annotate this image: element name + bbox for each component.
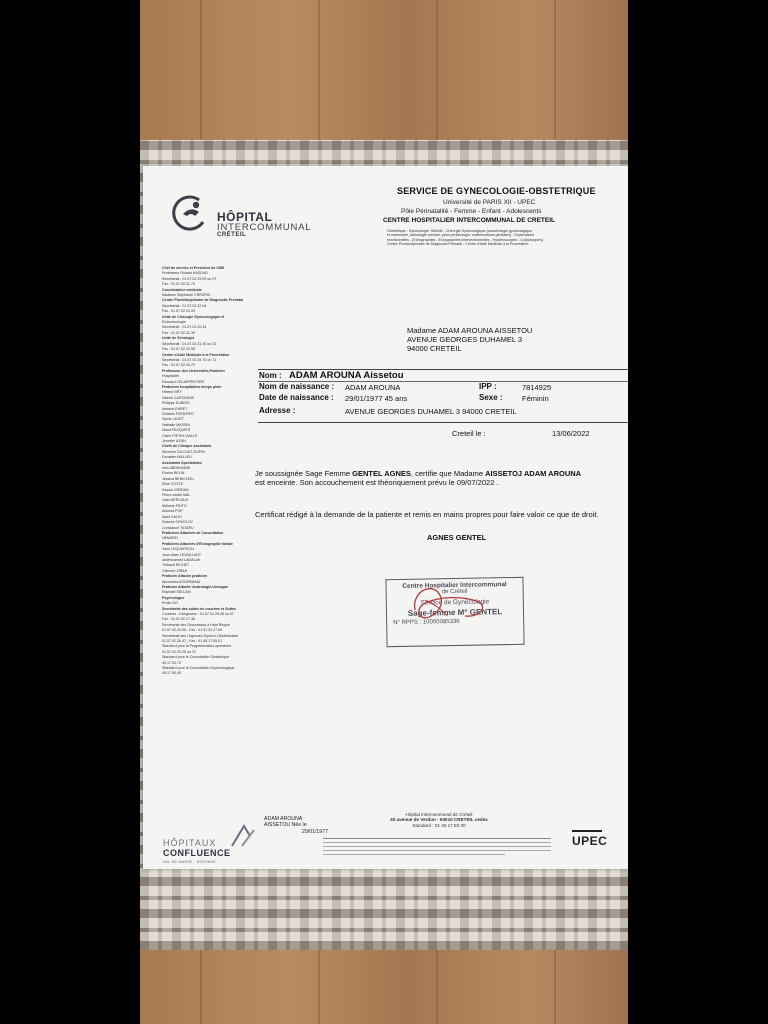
sidebar-group bbox=[162, 461, 262, 530]
footer-hospital-line: Standard : 01 45 17 50 00 bbox=[412, 822, 466, 828]
specialty-line: et mammaire, pathologie vulvaire, pelvi-périnéologie, malformations génitales) - Explorations bbox=[387, 233, 535, 238]
stamp-line: Centre Hospitalier Intercommunal bbox=[402, 581, 507, 590]
ipp-label: IPP : bbox=[479, 382, 497, 391]
centre-line: CENTRE HOSPITALIER INTERCOMMUNAL DE CRETEIL bbox=[383, 217, 556, 224]
sidebar-line: Secrétariat : 01.57.02.34.70 ou 71 bbox=[162, 357, 217, 362]
sidebar-line: Secrétariat des Grossesses à Haut Risque bbox=[162, 622, 230, 627]
sidebar-line: Dolores SOKOLOV bbox=[162, 520, 193, 525]
sidebar-line: Professeur Roland HADDAD bbox=[162, 271, 208, 276]
sexe-label: Sexe : bbox=[479, 393, 503, 402]
sidebar-line: Couches - Kangourou : 01.57.02.29.08 ou 07 bbox=[162, 612, 234, 616]
sidebar-group bbox=[162, 315, 262, 336]
recipient-address bbox=[407, 326, 532, 353]
sidebar-line: Sami SALIH bbox=[162, 514, 182, 519]
stamp-line: Service de Gynécologie bbox=[420, 598, 490, 607]
sidebar-line: 45.17.50.70 bbox=[162, 660, 181, 665]
adresse-label: Adresse : bbox=[259, 406, 296, 415]
confluence-logo-line1: HÔPITAUX bbox=[163, 838, 217, 848]
sidebar-line: Alexandra BOURMANA bbox=[162, 579, 200, 584]
sidebar-group bbox=[162, 574, 262, 584]
sidebar-group bbox=[162, 444, 262, 459]
sidebar-group-title: Chef de service et Président de CME bbox=[162, 266, 225, 270]
sidebar-line: Claire PIETIN-VIALLE bbox=[162, 433, 198, 438]
sidebar-line: Philippe DUBOIS bbox=[162, 401, 190, 406]
sidebar-line: Fax : 01.57.02.31.79 bbox=[162, 282, 195, 287]
certificate-paragraph-1 bbox=[255, 469, 627, 487]
certificate-date: 13/06/2022 bbox=[552, 429, 590, 438]
sidebar-group-title: Assistants Spécialistes bbox=[162, 460, 202, 465]
sidebar-line: Abdessamed LAMALAK bbox=[162, 557, 201, 562]
sidebar-group bbox=[162, 353, 262, 368]
sidebar-group-title: Unité de Sénologie bbox=[162, 336, 195, 341]
footer-patient bbox=[264, 816, 328, 835]
sidebar-group-title: Chefs de Clinique Assistants bbox=[162, 444, 212, 449]
sidebar-group bbox=[162, 585, 262, 595]
sidebar-group bbox=[162, 369, 262, 384]
sidebar-group-title: Secrétariat des suites de couches et Suites bbox=[162, 606, 236, 611]
sidebar-line: Secrétariat : 01.57.02.31.30 ou 31 bbox=[162, 341, 217, 346]
sidebar-group-title: Praticien Attaché praticien bbox=[162, 574, 208, 579]
naissance-label: Nom de naissance : bbox=[259, 382, 335, 391]
sidebar-line: Secrétariat : 01.57.02.32.54 bbox=[162, 303, 207, 308]
sidebar-line: Thibault RICHET bbox=[162, 563, 190, 568]
hospital-name-line1: HÔPITAL bbox=[217, 210, 273, 224]
nom-label: Nom : bbox=[259, 371, 282, 380]
certificate-paragraph-2: Certificat rédigé à la demande de la patiente et remis en mains propres pour faire valoir ce que de droit. bbox=[255, 510, 599, 519]
sidebar-line: Standard pour la Programmation opératoire bbox=[162, 644, 232, 649]
hospital-logo-icon bbox=[169, 192, 211, 234]
specialties-block bbox=[387, 229, 623, 247]
sidebar-line: Secrétariat : 01.57.02.22.44 bbox=[162, 325, 207, 330]
sexe-value: Féminin bbox=[522, 394, 549, 403]
sidebar-line: Edouard LECARPENTIER bbox=[162, 379, 205, 384]
sidebar-line: Pierre-Anaïs MAL bbox=[162, 493, 191, 498]
university-line: Université de PARIS XII - UPEC bbox=[443, 199, 536, 206]
footer-patient-line: AISSETOU Née le bbox=[264, 822, 307, 829]
sidebar-line: Nathalie MASSIN bbox=[162, 422, 190, 427]
due-date-sentence: est enceinte. Son accouchement est théoriquement prévu le 09/07/2022 . bbox=[255, 478, 499, 487]
sidebar-line: Elise COSTE bbox=[162, 482, 184, 487]
hospital-name-line3: CRÉTEIL bbox=[217, 232, 247, 238]
sidebar-line: Fax : 01.57.02.34.79 bbox=[162, 363, 195, 368]
sidebar-line: Yann LEQUERSON bbox=[162, 547, 194, 552]
specialty-line: Obstétrique - Gynécologie, Stérilité - Chirurgie Gynécologique (cancérologie gynécologique bbox=[387, 229, 533, 233]
hospital-name-line2: INTERCOMMUNAL bbox=[217, 222, 312, 233]
service-title: SERVICE DE GYNECOLOGIE-OBSTETRIQUE bbox=[397, 186, 596, 196]
sidebar-line: Florine BELIN bbox=[162, 471, 185, 476]
sidebar-line: 01.57.02.26.47 - Fax : 01.45.17.55.01 bbox=[162, 639, 223, 644]
specialty-line: fonctionnelles - (Echographies - Echographies interventionnelles - Hystéroscopies - Colposcopies) bbox=[387, 237, 544, 242]
confluence-logo-icon bbox=[228, 818, 264, 854]
naissance-value: ADAM AROUNA bbox=[345, 383, 401, 392]
body-text: , certifie que Madame bbox=[410, 469, 486, 478]
place-label: Creteil le : bbox=[452, 429, 486, 438]
handwritten-signature-icon bbox=[381, 570, 531, 650]
staff-sidebar bbox=[162, 266, 262, 677]
sidebar-line: Clément ZIRAH bbox=[162, 568, 188, 573]
sidebar-group-title: Psychologue bbox=[162, 595, 185, 600]
sidebar-group-title: Centre d'Aide Médicale à la Procréation bbox=[162, 352, 230, 357]
sidebar-line: Jessica BENICHOU bbox=[162, 476, 194, 481]
patient-block-bottom-rule bbox=[258, 422, 628, 423]
sidebar-line: Standard pour la Consultation Gynécologique bbox=[162, 666, 235, 671]
sidebar-group bbox=[162, 385, 262, 443]
footer-hospital-line: 40 avenue de Verdun - 94010 CRETEIL cedex bbox=[390, 817, 488, 823]
sidebar-line: 01.57.02.20.98 - Fax : 01.57.02.27.69 bbox=[162, 628, 223, 633]
sidebar-group bbox=[162, 531, 262, 541]
footer-hospital-line: Hôpital Intercommunal de Créteil bbox=[405, 812, 473, 817]
confluence-logo-line2: CONFLUENCE bbox=[163, 848, 231, 858]
sidebar-line: 45.17.50.45 bbox=[162, 671, 181, 676]
sidebar-group-title: Praticiens hospitaliers temps plein bbox=[162, 384, 222, 389]
ipp-value: 7814925 bbox=[522, 383, 552, 392]
sidebar-line: Fax : 01.57.02.31.39 bbox=[162, 330, 195, 335]
sidebar-line: Valérie CASTAIGNE bbox=[162, 395, 195, 400]
sidebar-group bbox=[162, 596, 262, 606]
sidebar-line: Raphaël SELLAM bbox=[162, 590, 191, 595]
sidebar-line: 01.57.02.29.25 ou 21 bbox=[162, 649, 196, 654]
upec-logo-bar bbox=[572, 830, 602, 832]
footer-patient-line: ADAM AROUNA bbox=[264, 816, 303, 822]
sidebar-group-title: Unité de Chirurgie Gynécologique et bbox=[162, 314, 225, 319]
footer-hospital bbox=[379, 812, 499, 828]
sidebar-line: Hospitalier bbox=[162, 374, 179, 379]
sidebar-line: Fax : 01.57.02.31.09 bbox=[162, 309, 195, 314]
sidebar-group bbox=[162, 336, 262, 351]
confluence-logo-line3: VAL-DE-MARNE · ESSONNE bbox=[163, 860, 217, 864]
footer-fine-print bbox=[323, 836, 551, 862]
sidebar-line: Fax : 01.57.02.31.55 bbox=[162, 347, 195, 352]
recipient-name: Madame ADAM AROUNA AISSETOU bbox=[407, 326, 533, 335]
sidebar-group-title: Praticien Attaché Andrologie-Urologue bbox=[162, 584, 229, 589]
adresse-value: AVENUE GEORGES DUHAMEL 3 94000 CRETEIL bbox=[345, 407, 517, 416]
document-page bbox=[143, 166, 628, 869]
sidebar-line: Kassia JORDAN bbox=[162, 487, 189, 492]
sidebar-group bbox=[162, 542, 262, 573]
sidebar-group-title: Professeur des Universités-Praticien bbox=[162, 368, 225, 373]
sidebar-line: Inès ABDENNEBI bbox=[162, 466, 191, 471]
sidebar-line: Jennifer UZAN bbox=[162, 439, 186, 443]
sidebar-group-title: Centre Pluridisciplinaire de Diagnostic Prénatal bbox=[162, 298, 244, 303]
date-naissance-label: Date de naissance : bbox=[259, 393, 334, 402]
sidebar-line: Constance TATARU bbox=[162, 525, 194, 530]
stamp-line: de Créteil bbox=[441, 588, 468, 596]
sidebar-line: Pruim DO bbox=[162, 601, 178, 606]
sidebar-group bbox=[162, 266, 262, 287]
midwife-name: GENTEL AGNES bbox=[352, 469, 411, 478]
sidebar-group bbox=[162, 298, 262, 313]
footer-patient-line: 29/01/1977 bbox=[302, 828, 328, 835]
sidebar-group-title: Praticiens Attachés de Consultation bbox=[162, 530, 224, 535]
sidebar-line: Donatien MALLEU bbox=[162, 455, 192, 460]
pole-line: Pôle Périnatalité - Femme - Enfant - Adolescents bbox=[401, 208, 542, 215]
stamp-line: Sage-femme M° GENTEL bbox=[407, 607, 503, 618]
sidebar-line: Standard pour le Consultation Obstétrique bbox=[162, 655, 230, 660]
body-text: Je soussignée Sage Femme bbox=[255, 469, 353, 478]
sidebar-line: Maud PASQUIER bbox=[162, 428, 191, 433]
sidebar-line: Hélène BRY bbox=[162, 390, 182, 395]
upec-logo: UPEC bbox=[572, 834, 608, 848]
nom-value: ADAM AROUNA Aissetou bbox=[289, 370, 404, 381]
specialty-line: Centre Pluridisciplinaire de Diagnostic Prénatal - Centre d'Aide Médicale à la Procréation bbox=[387, 242, 529, 247]
sidebar-line: Séverine DUCOUT-DUPIN bbox=[162, 449, 205, 454]
sidebar-line: Secrétariat : 01.57.02.29.93 ou 97 bbox=[162, 276, 217, 281]
sidebar-line: Mélanie PINTO bbox=[162, 503, 187, 508]
sidebar-line: Sylvie LEVET bbox=[162, 417, 184, 422]
sidebar-group-title: Coordinatrice médicale bbox=[162, 287, 202, 292]
sidebar-group bbox=[162, 607, 262, 676]
sidebar-group bbox=[162, 288, 262, 298]
recipient-street: AVENUE GEORGES DUHAMEL 3 bbox=[407, 335, 523, 344]
sidebar-line: Julie MERCAUX bbox=[162, 498, 189, 503]
sidebar-line: Endocrinologie bbox=[162, 320, 186, 325]
patient-name-bold: AISSETOJ ADAM AROUNA bbox=[485, 469, 582, 478]
signature-name: AGNES GENTEL bbox=[427, 533, 487, 542]
sidebar-line: Antonia POP bbox=[162, 509, 183, 514]
sidebar-line: Antoine EHRET bbox=[162, 406, 188, 411]
sidebar-line: Jean-Marc LEVAILLANT bbox=[162, 552, 202, 557]
sidebar-line: Violaine FREDERIC bbox=[162, 411, 195, 416]
sidebar-group-title: Praticiens Attachés d'Echographie fœtale bbox=[162, 541, 233, 546]
sidebar-line: Madame Stéphanie CRESPIN bbox=[162, 293, 211, 298]
date-naissance-value: 29/01/1977 45 ans bbox=[345, 394, 408, 403]
stamp-line: N° RPPS : 10000085336 bbox=[393, 618, 460, 627]
sidebar-line: NEMARD bbox=[162, 536, 178, 541]
photo-background bbox=[140, 0, 628, 1024]
recipient-city: 94000 CRETEIL bbox=[407, 344, 462, 353]
sidebar-line: Fax : 01.57.02.27.36 bbox=[162, 617, 195, 622]
sidebar-line: Secrétariat des Urgences Gynéco-Obstétricales bbox=[162, 633, 239, 638]
